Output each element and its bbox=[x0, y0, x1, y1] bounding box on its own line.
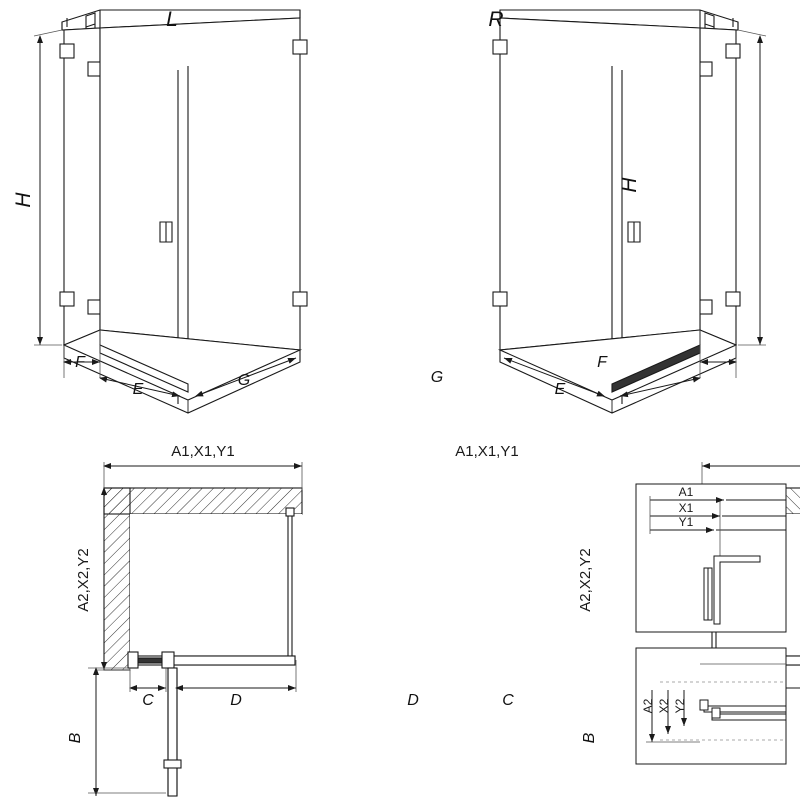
label-plan-right-side-dim: A2,X2,Y2 bbox=[577, 548, 594, 612]
view-left-plan bbox=[88, 462, 302, 796]
view-right-isometric bbox=[493, 10, 766, 413]
label-detail-x2: X2 bbox=[657, 698, 671, 714]
label-plan-right-top-dim: A1,X1,Y1 bbox=[455, 443, 519, 460]
label-detail-a2: A2 bbox=[641, 698, 655, 714]
label-dim-f-left: F bbox=[75, 354, 85, 371]
label-detail-y2: Y2 bbox=[673, 698, 687, 714]
label-dim-g-left: G bbox=[237, 372, 251, 389]
label-height-left: H bbox=[12, 192, 35, 208]
label-detail-a1: A1 bbox=[678, 485, 694, 499]
label-plan-left-dim-b: B bbox=[67, 732, 84, 744]
label-plan-left-dim-c: C bbox=[142, 692, 154, 709]
label-detail-x1: X1 bbox=[678, 501, 694, 515]
label-plan-left-dim-d: D bbox=[230, 692, 242, 709]
label-dim-g-right: G bbox=[430, 369, 444, 386]
label-height-right: H bbox=[618, 177, 641, 193]
label-plan-right-dim-c: C bbox=[502, 692, 514, 709]
label-dim-e-left: E bbox=[132, 381, 144, 398]
detail-top-right bbox=[636, 484, 786, 632]
label-plan-left-side-dim: A2,X2,Y2 bbox=[75, 548, 92, 612]
label-dim-e-right: E bbox=[554, 381, 566, 398]
label-plan-left-top-dim: A1,X1,Y1 bbox=[171, 443, 235, 460]
label-plan-right-dim-b: B bbox=[581, 732, 598, 744]
label-handing-right: R bbox=[488, 8, 504, 31]
view-left-isometric bbox=[34, 10, 307, 413]
label-dim-f-right: F bbox=[597, 354, 607, 371]
label-detail-y1: Y1 bbox=[678, 515, 694, 529]
label-handing-left: L bbox=[166, 8, 178, 31]
label-plan-right-dim-d: D bbox=[407, 692, 419, 709]
